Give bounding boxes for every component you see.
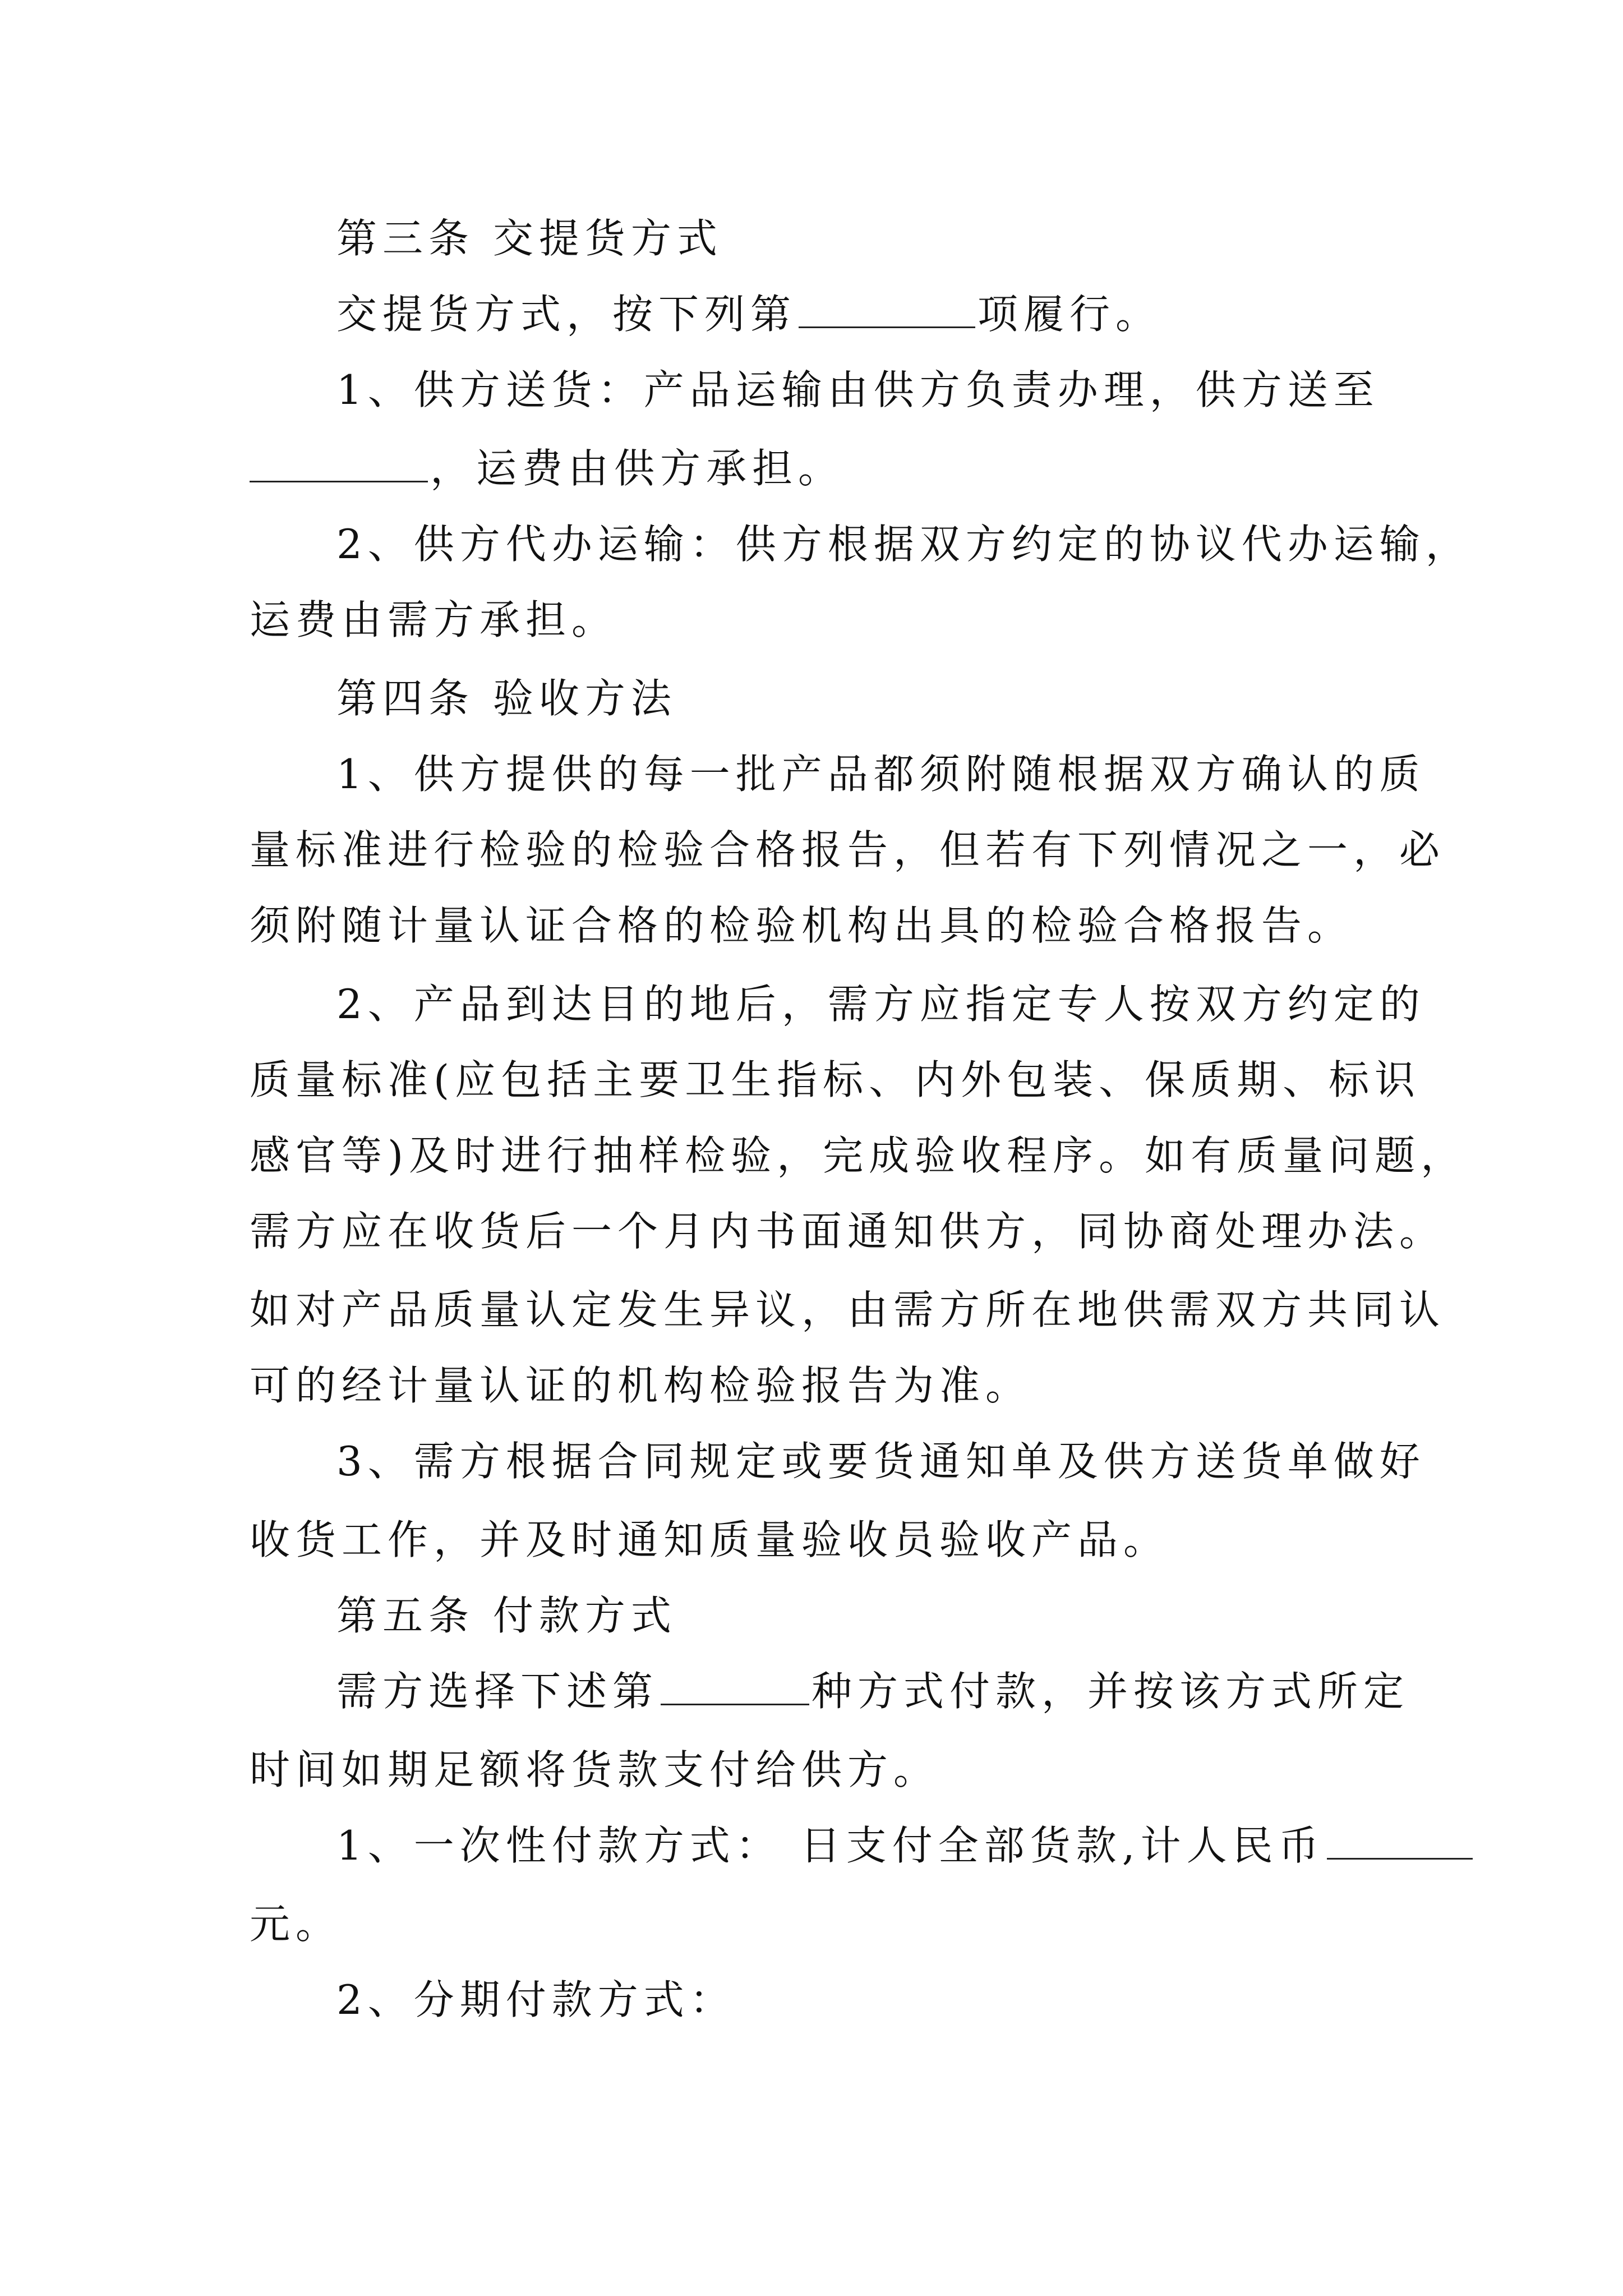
paragraph-text: 1、供方提供的每一批产品都须附随根据双方确认的质 (336, 751, 1426, 798)
article-3-item-1-line-2 (250, 443, 844, 494)
paragraph-text: 元。 (250, 1901, 342, 1948)
paragraph-text: 须附随计量认证合格的检验机构出具的检验合格报告。 (250, 902, 1354, 949)
article-5-paragraph-line-2 (250, 1745, 939, 1795)
paragraph-text: 可的经计量认证的机构检验报告为准。 (250, 1362, 1032, 1409)
article-5-item-2-line-1 (336, 1975, 736, 2025)
paragraph-text: 质量标准(应包括主要卫生指标、内外包装、保质期、标识 (250, 1056, 1421, 1103)
article-5-item-1-line-1 (336, 1820, 1475, 1871)
heading-text: 第三条 交提货方式 (336, 215, 723, 262)
paragraph-text: 需方应在收货后一个月内书面通知供方，同协商处理办法。 (250, 1208, 1446, 1255)
paragraph-text: 1、供方送货：产品运输由供方负责办理，供方送至 (336, 366, 1380, 413)
paragraph-text: 量标准进行检验的检验合格报告，但若有下列情况之一，必 (250, 826, 1446, 873)
article-4-item-2-line-2 (250, 1055, 1421, 1105)
article-4-item-1-line-2 (250, 825, 1445, 875)
article-4-item-3-line-2 (250, 1515, 1169, 1565)
paragraph-text: 项履行。 (978, 291, 1162, 338)
article-4-item-1-line-1 (336, 749, 1426, 799)
article-4-item-2-line-4 (250, 1206, 1445, 1257)
paragraph-text: 2、供方代办运输：供方根据双方约定的协议代办运输， (336, 521, 1472, 568)
article-5-item-1-line-2 (250, 1899, 342, 1949)
article-3-item-2-line-2 (250, 595, 617, 645)
heading-text: 第四条 验收方法 (336, 675, 677, 722)
fill-in-blank (250, 446, 428, 482)
paragraph-text: 感官等)及时进行抽样检验，完成验收程序。如有质量问题， (250, 1132, 1467, 1179)
paragraph-text: 3、需方根据合同规定或要货通知单及供方送货单做好 (336, 1438, 1426, 1485)
article-5-paragraph-line-1 (336, 1666, 1409, 1717)
paragraph-text: 2、产品到达目的地后，需方应指定专人按双方约定的 (336, 981, 1426, 1028)
article-3-heading (336, 213, 723, 264)
heading-text: 第五条 付款方式 (336, 1592, 677, 1639)
paragraph-text: 交提货方式，按下列第 (336, 291, 797, 338)
paragraph-text: 1、一次性付款方式： 日支付全部货款,计人民币 (336, 1822, 1325, 1869)
paragraph-text: 收货工作，并及时通知质量验收员验收产品。 (250, 1516, 1170, 1563)
fill-in-blank (1327, 1823, 1473, 1860)
article-3-item-2-line-1 (336, 519, 1472, 569)
article-4-item-3-line-1 (336, 1436, 1426, 1487)
paragraph-text: 种方式付款，并按该方式所定 (811, 1668, 1410, 1715)
paragraph-text: ，运费由供方承担。 (430, 445, 845, 492)
article-4-item-2-line-5 (250, 1285, 1445, 1335)
article-3-item-1-line-1 (336, 365, 1380, 415)
article-5-heading (336, 1590, 677, 1641)
fill-in-blank (661, 1669, 809, 1705)
article-4-heading (336, 673, 677, 724)
paragraph-text: 时间如期足额将货款支付给供方。 (250, 1746, 940, 1793)
paragraph-text: 运费由需方承担。 (250, 596, 618, 643)
article-4-item-1-line-3 (250, 900, 1353, 951)
paragraph-text: 如对产品质量认定发生异议，由需方所在地供需双方共同认 (250, 1286, 1446, 1333)
paragraph-text: 需方选择下述第 (336, 1668, 659, 1715)
paragraph-text: 2、分期付款方式： (336, 1976, 736, 2023)
article-3-paragraph (336, 289, 1161, 339)
article-4-item-2-line-3 (250, 1130, 1467, 1181)
fill-in-blank (799, 292, 975, 328)
article-4-item-2-line-6 (250, 1360, 1031, 1411)
article-4-item-2-line-1 (336, 979, 1426, 1029)
